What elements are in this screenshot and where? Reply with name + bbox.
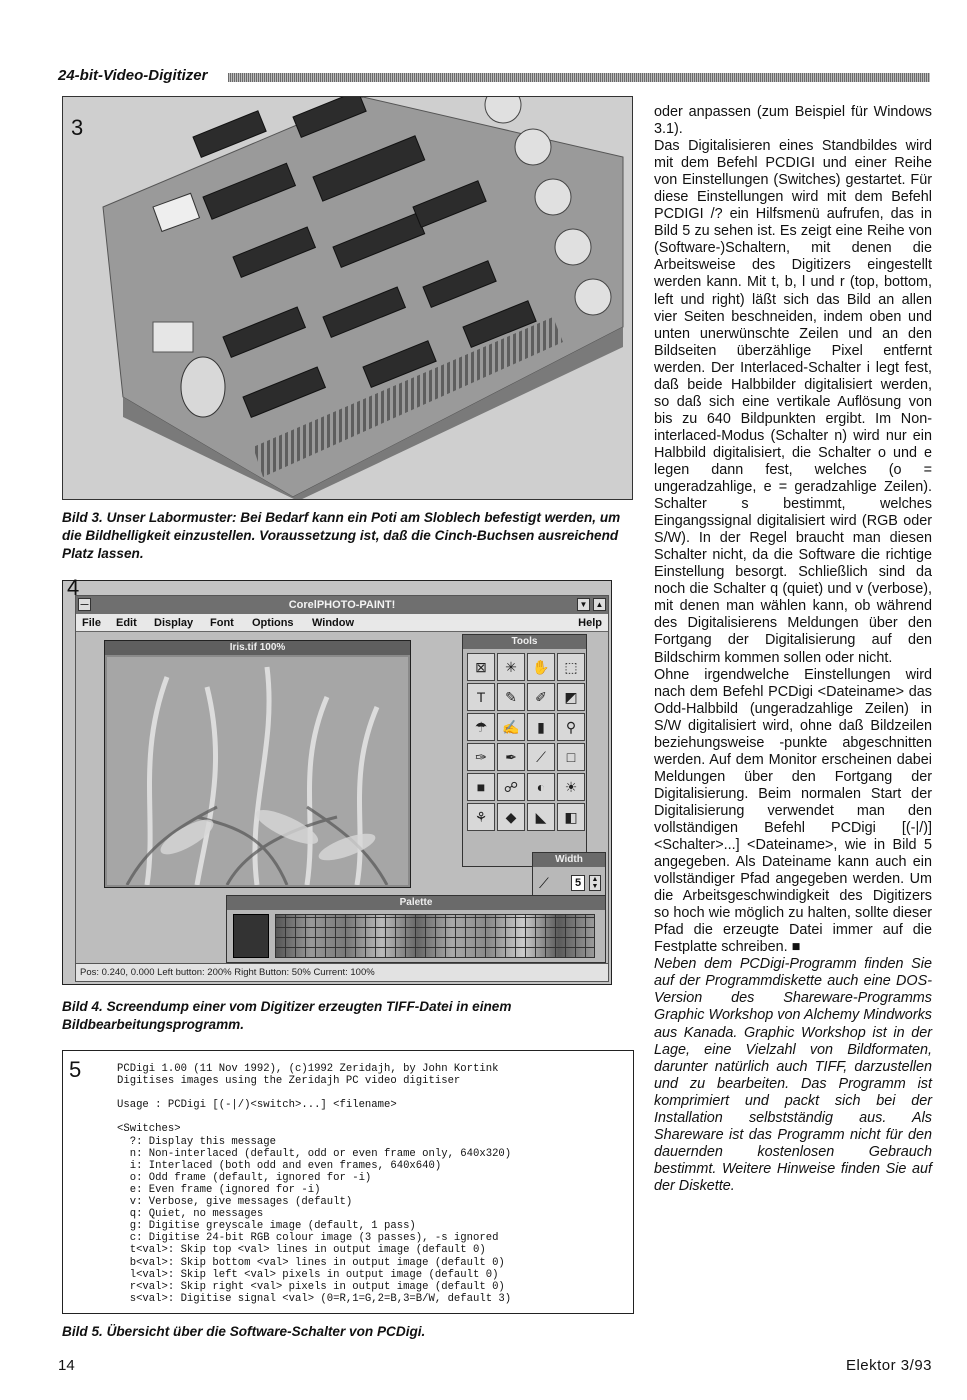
figure-5-caption: Bild 5. Übersicht über die Software-Schalter von PCDigi. (62, 1324, 426, 1339)
status-bar: Pos: 0.240, 0.000 Left button: 200% Right Button: 50% Current: 100% (76, 963, 608, 981)
curve-tool-icon[interactable]: ◣ (527, 803, 555, 831)
circuit-board-illustration (63, 97, 633, 500)
menu-file[interactable]: File (82, 617, 101, 629)
palette-panel (226, 895, 606, 963)
spray-tool-icon[interactable]: ☂ (467, 713, 495, 741)
palette-color-grid[interactable] (275, 914, 595, 958)
eyedropper-tool-icon[interactable]: ✎ (497, 683, 525, 711)
photo-paint-window (75, 595, 609, 982)
eraser-tool-icon[interactable]: ◧ (557, 803, 585, 831)
stamp-tool-icon[interactable]: ⚲ (557, 713, 585, 741)
fill-tool-icon[interactable]: ◩ (557, 683, 585, 711)
header-rule (228, 73, 930, 82)
figure-5-number: 5 (69, 1057, 82, 1082)
menu-options[interactable]: Options (252, 617, 294, 629)
text-tool-icon[interactable]: T (467, 683, 495, 711)
running-title: 24-bit-Video-Digitizer (58, 66, 215, 86)
locator-tool-icon[interactable]: ✳ (497, 653, 525, 681)
figure-3-number: 3 (71, 115, 84, 140)
document-window (104, 640, 411, 888)
figure-5-switch-listing (62, 1050, 634, 1314)
paragraph-1: oder anpassen (zum Beispiel für Windows 3.1). (654, 104, 932, 138)
width-input[interactable]: 5 (571, 875, 585, 891)
current-color-swatch[interactable] (233, 914, 269, 958)
bucket-tool-icon[interactable]: ▮ (527, 713, 555, 741)
ellipse-tool-icon[interactable]: ◐ (527, 773, 555, 801)
clone-tool-icon[interactable]: ☍ (497, 773, 525, 801)
figure-3-caption: Bild 3. Unser Labormuster: Bei Bedarf kann ein Poti am Sloblech befestigt werden, um die Bildhelligkeit einzustellen. Voraussetzung ist, daß die Cinch-Buchsen ausreichend Platz lassen. (62, 510, 621, 561)
paragraph-3: Ohne irgendwelche Einstellungen wird nach dem Befehl PCDigi <Dateiname> das Odd-Halbbild (ungeradzahlige Zeilen) in S/W digitalisiert wird, ohne daß Bildzeilen beziehungsweise -punkte abgeschnitten werden. Auf dem Monitor erscheinen dabei Meldungen über den Fortgang der Digitalisierung. Beim normalen Start der Digitalisierung verwendet man den vollständigen Befehl PCDigi [(-|/)] <Schalter>...] <Dateiname>, wie in Bild 5 angegeben. Als Dateiname kann auch ein vollständiger Pfad angegeben werden. Um die Arbeitsgeschwindigkeit des Digitizers so hoch wie möglich zu halten, sollte dieser Pfad die erzeugte Datei immer auf die Festplatte schreiben. ■ (654, 666, 932, 956)
help-screen-text: PCDigi 1.00 (11 Nov 1992), (c)1992 Zeridajh, by John Kortink Digitises images using the Zeridajh PC video digitiser Usage : PCDigi [(-|/)<switch>...] <filename> <Switches> ?: Display this message n: Non-interlaced (default, odd or even frame only, 640x320) i: Interlaced (both odd and even frames, 640x640) o: Odd frame (default, ignored for -i) e: Even frame (ignored for -i) v: Verbose, give messages (default) q: Quiet, no messages g: Digitise greyscale image (default, 1 pass) c: Digitise 24-bit RGB colour image (3 passes), -s ignored t<val>: Skip top <val> lines in output image (default 0) b<val>: Skip bottom <val> lines in output image (default 0) l<val>: Skip left <val> pixels in output image (default 0) r<val>: Skip right <val> pixels in output image (default 0) s<val>: Digitise signal <val> (0=R,1=G,2=B,3=B/W, default 3) (117, 1063, 512, 1305)
width-title: Width (533, 853, 605, 867)
filled-rectangle-tool-icon[interactable]: ■ (467, 773, 495, 801)
maximize-icon[interactable]: ▲ (593, 598, 606, 611)
window-title: CorelPHOTO-PAINT! (288, 599, 396, 611)
menu-font[interactable]: Font (210, 617, 234, 629)
paragraph-4-note: Neben dem PCDigi-Programm finden Sie auf der Programmdiskette auch eine DOS-Version des Shareware-Programms Graphic Workshop von Alchemy Mindworks aus Kanada. Graphic Workshop ist in der Lage, eine Vielzahl von Bildformaten, darunter natürlich auch TIFF, darzustellen und zu bearbeiten. Das Programm ist komprimiert und packt sich bei der Installation selbstständig aus. Als Shareware ist das Programm nicht für den dauernden kostenlosen Gebrauch bestimmt. Weitere Hinweise finden Sie auf der Diskette. (654, 956, 932, 1194)
menu-window[interactable]: Window (312, 617, 355, 629)
smudge-tool-icon[interactable]: ⚘ (467, 803, 495, 831)
width-stepper-icon[interactable]: ▲ ▼ (589, 875, 601, 891)
magazine-issue: Elektor 3/93 (845, 1357, 932, 1374)
page-header (58, 66, 930, 86)
rectangle-tool-icon[interactable]: □ (557, 743, 585, 771)
paragraph-2: Das Digitalisieren eines Standbildes wird mit dem Befehl PCDIGI und einer Reihe von Einstellungen (Switches) gestartet. Für diese Einstellungen wird mit dem Befehl PCDIGI /? ein Hilfsmenü aufrufen, das in Bild 5 zu sehen ist. Es zeigt eine Reihe von (Software-)Schaltern, mit denen die Arbeitsweise des Digitizers eingestellt werden kann. Mit t, b, l und r (top, bottom, left und right) läßt sich das Bild an allen vier Seiten beschneiden, indem oben und unten unerwünschte Zeilen und an den Bildseiten überzählige Pixel entfernt werden. Der Interlaced-Schalter i legt fest, daß beide Halbbilder digitalisiert werden, so daß sich eine vertikale Auflösung von bis zu 640 Bildpunkten ergibt. Im Non-interlaced-Modus (Schalter n) wird nur ein Halbbild digitalisiert, die Schalter o und e legen dann fest, welches (o = ungeradzahlige, e = geradzahlige Zeilen). Schalter s bestimmt, welches Eingangssignal digitalisiert wird (RGB oder S/W). In der Regel braucht man diesen Schalter nicht, da die Software die richtige Einstellung besorgt. Schließlich sind da noch die Schalter q (quiet) und v (verbose), mit denen man wählen kann, ob während des Digitalisierens Meldungen über den Fortgang der Digitalisierung auf den Bildschirm kommen sollen oder nicht. (654, 138, 932, 666)
menu-display[interactable]: Display (154, 617, 194, 629)
figure-4-caption: Bild 4. Screendump einer vom Digitizer erzeugten TIFF-Datei in einem Bildbearbeitungsprogramm. (62, 999, 512, 1032)
brush-icon: ⟋ (539, 875, 549, 891)
drop-tool-icon[interactable]: ◆ (497, 803, 525, 831)
zoom-tool-icon[interactable]: ⊠ (467, 653, 495, 681)
brush-tool-icon[interactable]: ✑ (467, 743, 495, 771)
menu-edit[interactable]: Edit (116, 617, 137, 629)
sun-tool-icon[interactable]: ☀ (557, 773, 585, 801)
page-number: 14 (58, 1357, 75, 1374)
line-tool-icon[interactable]: ⟋ (527, 743, 555, 771)
system-menu-icon[interactable]: — (78, 598, 91, 611)
palette-title: Palette (227, 896, 605, 910)
pen-tool-icon[interactable]: ✒ (497, 743, 525, 771)
figure-4-screendump (62, 575, 612, 985)
tools-title: Tools (463, 635, 586, 649)
body-text-column (654, 104, 932, 1195)
hand-tool-icon[interactable]: ✋ (527, 653, 555, 681)
tools-grid (467, 653, 584, 831)
figure-3-board-photo (62, 96, 633, 500)
window-titlebar (76, 596, 608, 614)
menu-help[interactable]: Help (578, 617, 602, 629)
figure-4-number: 4 (67, 575, 80, 600)
airbrush-tool-icon[interactable]: ✍ (497, 713, 525, 741)
tools-panel (462, 634, 587, 867)
paint-tool-icon[interactable]: ✐ (527, 683, 555, 711)
iris-image (107, 657, 408, 885)
menu-bar (76, 614, 608, 632)
minimize-icon[interactable]: ▼ (577, 598, 590, 611)
document-title: Iris.tif 100% (105, 641, 410, 655)
select-tool-icon[interactable]: ⬚ (557, 653, 585, 681)
plants-picture (107, 657, 408, 885)
